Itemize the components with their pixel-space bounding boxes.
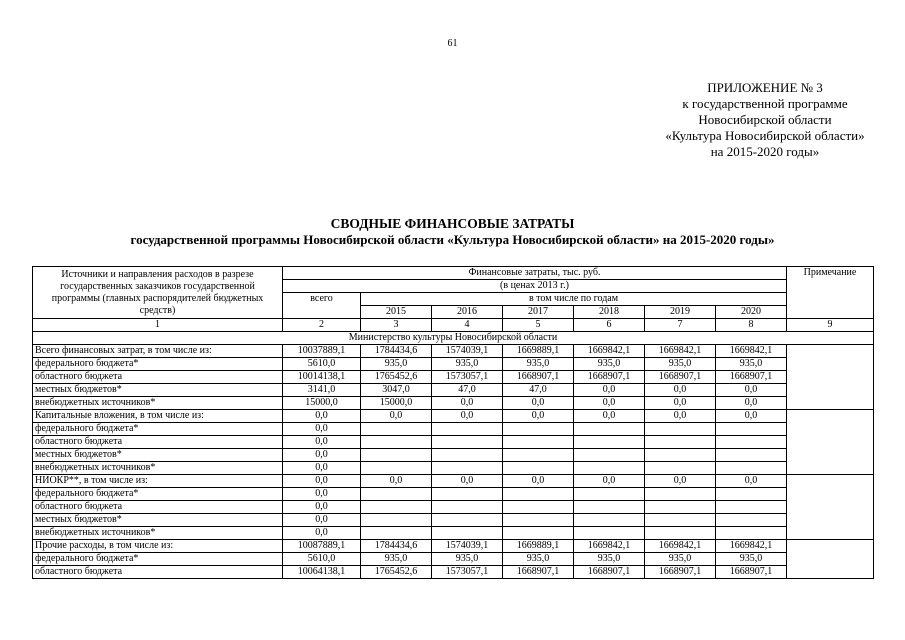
appendix-line: к государственной программе	[682, 96, 848, 111]
cell-year	[432, 462, 503, 475]
table-row	[33, 566, 874, 579]
cell-year: 0,0	[574, 475, 645, 488]
cell-year	[432, 501, 503, 514]
cell-year: 1765452,6	[361, 371, 432, 384]
cell-year	[574, 436, 645, 449]
row-label: местных бюджетов*	[33, 514, 283, 527]
header-year: 2015	[361, 306, 432, 319]
cell-year: 0,0	[432, 475, 503, 488]
cell-year: 1668907,1	[574, 566, 645, 579]
appendix-line: ПРИЛОЖЕНИЕ № 3	[707, 80, 823, 95]
cell-year: 0,0	[574, 410, 645, 423]
cell-year: 15000,0	[361, 397, 432, 410]
appendix-line: на 2015-2020 годы»	[710, 144, 820, 159]
cell-year	[361, 501, 432, 514]
cell-year: 1668907,1	[503, 371, 574, 384]
ministry-name: Министерство культуры Новосибирской области	[33, 332, 874, 345]
cell-year	[361, 527, 432, 540]
cell-year: 935,0	[716, 553, 787, 566]
row-label: областного бюджета	[33, 566, 283, 579]
table-row	[33, 553, 874, 566]
cell-year	[645, 449, 716, 462]
table-row	[33, 514, 874, 527]
cell-year: 0,0	[574, 384, 645, 397]
row-label: федерального бюджета*	[33, 358, 283, 371]
column-number: 8	[716, 319, 787, 332]
cell-year	[574, 514, 645, 527]
cell-note	[787, 410, 874, 475]
cell-year: 935,0	[432, 358, 503, 371]
cell-year: 0,0	[645, 410, 716, 423]
cell-year	[432, 436, 503, 449]
cell-year	[574, 488, 645, 501]
cell-year: 0,0	[716, 397, 787, 410]
cell-year: 1669842,1	[574, 540, 645, 553]
cell-year: 0,0	[503, 397, 574, 410]
cell-total: 0,0	[283, 449, 361, 462]
title-line-1: СВОДНЫЕ ФИНАНСОВЫЕ ЗАТРАТЫ	[330, 216, 575, 231]
cell-year	[361, 436, 432, 449]
table-row	[33, 371, 874, 384]
cell-year: 935,0	[361, 553, 432, 566]
row-label: внебюджетных источников*	[33, 462, 283, 475]
cell-year	[645, 501, 716, 514]
cell-year: 1669842,1	[645, 345, 716, 358]
cell-total: 0,0	[283, 514, 361, 527]
column-number: 3	[361, 319, 432, 332]
row-label: областного бюджета	[33, 436, 283, 449]
row-label: Капитальные вложения, в том числе из:	[33, 410, 283, 423]
cell-note	[787, 345, 874, 410]
row-label: областного бюджета	[33, 371, 283, 384]
header-year: 2020	[716, 306, 787, 319]
row-label: Всего финансовых затрат, в том числе из:	[33, 345, 283, 358]
header-total: всего	[283, 293, 361, 319]
table-row	[33, 462, 874, 475]
cell-year	[503, 423, 574, 436]
ministry-row	[33, 332, 874, 345]
cell-total: 0,0	[283, 410, 361, 423]
cell-year: 935,0	[716, 358, 787, 371]
page-number: 61	[447, 38, 458, 49]
cell-year	[574, 449, 645, 462]
cell-total: 0,0	[283, 423, 361, 436]
cell-year: 47,0	[432, 384, 503, 397]
cell-total: 0,0	[283, 501, 361, 514]
cell-year: 1668907,1	[503, 566, 574, 579]
title-line-2: государственной программы Новосибирской области «Культура Новосибирской области» на 2015-2020 годы»	[130, 232, 775, 247]
header-year: 2019	[645, 306, 716, 319]
cell-year	[574, 462, 645, 475]
cell-year: 0,0	[716, 410, 787, 423]
financial-table	[32, 266, 874, 579]
cell-year	[716, 514, 787, 527]
cell-year: 0,0	[503, 475, 574, 488]
cell-note	[787, 475, 874, 540]
cell-year	[716, 527, 787, 540]
cell-year: 0,0	[361, 410, 432, 423]
cell-year	[503, 462, 574, 475]
row-label: НИОКР**, в том числе из:	[33, 475, 283, 488]
table-row	[33, 540, 874, 553]
column-number: 4	[432, 319, 503, 332]
cell-year	[432, 527, 503, 540]
cell-year: 1669889,1	[503, 540, 574, 553]
table-row	[33, 410, 874, 423]
header-source: Источники и направления расходов в разрезе государственных заказчиков государственной программы (главных распорядителей бюджетных средств)	[33, 267, 283, 319]
cell-year: 0,0	[503, 410, 574, 423]
cell-year: 3047,0	[361, 384, 432, 397]
cell-year: 0,0	[432, 410, 503, 423]
cell-year: 0,0	[645, 397, 716, 410]
cell-year	[432, 449, 503, 462]
cell-year	[716, 436, 787, 449]
column-number: 1	[33, 319, 283, 332]
table-row	[33, 527, 874, 540]
cell-year: 0,0	[716, 384, 787, 397]
cell-year	[645, 488, 716, 501]
header-prices: (в ценах 2013 г.)	[283, 280, 787, 293]
row-label: федерального бюджета*	[33, 488, 283, 501]
cell-year	[361, 449, 432, 462]
appendix-line: «Культура Новосибирской области»	[665, 128, 865, 143]
header-fin-costs: Финансовые затраты, тыс. руб.	[283, 267, 787, 280]
cell-year	[503, 488, 574, 501]
cell-year: 1668907,1	[645, 566, 716, 579]
cell-year	[503, 514, 574, 527]
row-label: областного бюджета	[33, 501, 283, 514]
cell-year: 935,0	[645, 553, 716, 566]
cell-year	[361, 423, 432, 436]
cell-year: 1668907,1	[645, 371, 716, 384]
cell-year: 1668907,1	[716, 566, 787, 579]
cell-year: 1784434,6	[361, 540, 432, 553]
header-row-1	[33, 267, 874, 280]
header-note: Примечание	[787, 267, 874, 319]
row-label: внебюджетных источников*	[33, 397, 283, 410]
cell-year	[503, 436, 574, 449]
cell-year: 0,0	[361, 475, 432, 488]
cell-year	[432, 488, 503, 501]
cell-year: 935,0	[645, 358, 716, 371]
cell-year	[645, 514, 716, 527]
cell-year: 1574039,1	[432, 345, 503, 358]
cell-year: 1669842,1	[574, 345, 645, 358]
cell-year: 1669889,1	[503, 345, 574, 358]
header-year: 2016	[432, 306, 503, 319]
cell-total: 10037889,1	[283, 345, 361, 358]
cell-year	[716, 449, 787, 462]
header-year: 2018	[574, 306, 645, 319]
header-year: 2017	[503, 306, 574, 319]
cell-year	[503, 449, 574, 462]
cell-year	[645, 462, 716, 475]
cell-year	[503, 501, 574, 514]
cell-total: 10087889,1	[283, 540, 361, 553]
cell-year: 0,0	[574, 397, 645, 410]
cell-year	[574, 423, 645, 436]
cell-year: 935,0	[432, 553, 503, 566]
cell-total: 0,0	[283, 462, 361, 475]
row-label: местных бюджетов*	[33, 384, 283, 397]
row-label: федерального бюджета*	[33, 553, 283, 566]
cell-year: 1765452,6	[361, 566, 432, 579]
document-title	[0, 216, 905, 248]
cell-year: 47,0	[503, 384, 574, 397]
table-row	[33, 397, 874, 410]
appendix-header	[600, 80, 905, 160]
table-row	[33, 436, 874, 449]
column-number: 6	[574, 319, 645, 332]
cell-year: 1668907,1	[716, 371, 787, 384]
cell-year	[432, 423, 503, 436]
cell-year: 1573057,1	[432, 371, 503, 384]
row-label: Прочие расходы, в том числе из:	[33, 540, 283, 553]
cell-year	[432, 514, 503, 527]
cell-year	[645, 423, 716, 436]
cell-year	[574, 527, 645, 540]
cell-year	[645, 436, 716, 449]
cell-total: 0,0	[283, 475, 361, 488]
cell-year: 935,0	[503, 553, 574, 566]
cell-year: 0,0	[432, 397, 503, 410]
column-number-row	[33, 319, 874, 332]
cell-year: 935,0	[361, 358, 432, 371]
cell-year: 1574039,1	[432, 540, 503, 553]
cell-year	[503, 527, 574, 540]
row-label: внебюджетных источников*	[33, 527, 283, 540]
table-row	[33, 449, 874, 462]
appendix-line: Новосибирской области	[698, 112, 832, 127]
cell-year: 0,0	[645, 475, 716, 488]
cell-total: 5610,0	[283, 358, 361, 371]
cell-total: 0,0	[283, 527, 361, 540]
cell-total: 3141,0	[283, 384, 361, 397]
table-row	[33, 345, 874, 358]
row-label: местных бюджетов*	[33, 449, 283, 462]
cell-year: 1784434,6	[361, 345, 432, 358]
cell-note	[787, 540, 874, 579]
cell-year: 1573057,1	[432, 566, 503, 579]
cell-total: 10064138,1	[283, 566, 361, 579]
cell-year: 0,0	[645, 384, 716, 397]
cell-total: 0,0	[283, 488, 361, 501]
cell-year: 1669842,1	[716, 345, 787, 358]
cell-year	[361, 462, 432, 475]
row-label: федерального бюджета*	[33, 423, 283, 436]
cell-year: 935,0	[503, 358, 574, 371]
cell-total: 10014138,1	[283, 371, 361, 384]
table-row	[33, 475, 874, 488]
column-number: 2	[283, 319, 361, 332]
cell-total: 5610,0	[283, 553, 361, 566]
cell-year: 0,0	[716, 475, 787, 488]
cell-year	[574, 501, 645, 514]
table-row	[33, 423, 874, 436]
cell-total: 0,0	[283, 436, 361, 449]
cell-year	[716, 462, 787, 475]
column-number: 7	[645, 319, 716, 332]
column-number: 9	[787, 319, 874, 332]
cell-year	[716, 488, 787, 501]
cell-year	[645, 527, 716, 540]
header-by-years: в том числе по годам	[361, 293, 787, 306]
cell-year	[716, 501, 787, 514]
cell-year: 1669842,1	[645, 540, 716, 553]
cell-year: 935,0	[574, 553, 645, 566]
cell-year	[361, 488, 432, 501]
table-row	[33, 488, 874, 501]
table-row	[33, 501, 874, 514]
cell-year	[716, 423, 787, 436]
cell-year: 935,0	[574, 358, 645, 371]
column-number: 5	[503, 319, 574, 332]
cell-year: 1669842,1	[716, 540, 787, 553]
table-row	[33, 358, 874, 371]
cell-year	[361, 514, 432, 527]
cell-year: 1668907,1	[574, 371, 645, 384]
cell-total: 15000,0	[283, 397, 361, 410]
table-row	[33, 384, 874, 397]
